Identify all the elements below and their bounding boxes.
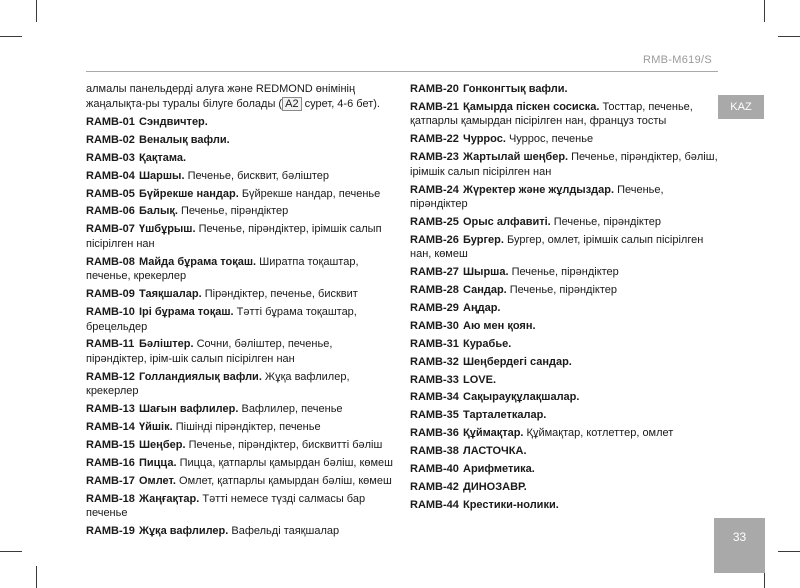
accessory-name: Ірі бұрама тоқаш. xyxy=(139,306,234,319)
accessory-entry xyxy=(86,524,396,539)
accessory-name: Шеңбер. xyxy=(139,438,186,451)
accessory-name: Шырша. xyxy=(463,266,509,279)
accessory-description: Пірәндіктер, печенье, бисквит xyxy=(201,288,358,301)
intro-text-after: сурет, 4-6 бет). xyxy=(301,97,380,110)
crop-mark xyxy=(36,0,37,22)
accessory-name: Бургер. xyxy=(463,233,504,246)
accessory-code: RAMB-29 xyxy=(410,302,459,315)
model-code: RMB-M619/S xyxy=(642,54,712,66)
accessory-code: RAMB-25 xyxy=(410,215,459,228)
accessory-code: RAMB-18 xyxy=(86,492,135,505)
accessory-entry xyxy=(410,444,720,459)
accessory-description: Вафельді таяқшалар xyxy=(228,525,340,538)
accessory-name: Сақырауқұлақшалар. xyxy=(463,391,580,404)
accessory-code: RAMB-38 xyxy=(410,445,459,458)
accessory-entry xyxy=(410,462,720,477)
intro-paragraph xyxy=(86,82,396,111)
accessory-code: RAMB-07 xyxy=(86,223,135,236)
accessory-entry xyxy=(410,265,720,280)
crop-mark xyxy=(764,0,765,22)
crop-mark xyxy=(36,566,37,588)
language-tab: KAZ xyxy=(718,95,764,119)
accessory-description: Жұқа вафлилер, крекерлер xyxy=(86,370,350,398)
accessory-code: RAMB-16 xyxy=(86,456,135,469)
accessory-description: Ширатпа тоқаштар, печенье, крекерлер xyxy=(86,255,359,283)
accessory-code: RAMB-31 xyxy=(410,337,459,350)
accessory-code: RAMB-09 xyxy=(86,288,135,301)
accessory-code: RAMB-42 xyxy=(410,480,459,493)
accessory-name: Аңдар. xyxy=(463,302,501,315)
page-number: 33 xyxy=(732,530,747,544)
accessory-code: RAMB-30 xyxy=(410,319,459,332)
accessory-entry xyxy=(410,100,720,129)
accessory-name: Үйшік. xyxy=(139,421,173,434)
accessory-name: Үшбұрыш. xyxy=(139,223,196,236)
accessory-entry xyxy=(410,150,720,179)
accessory-entry xyxy=(410,355,720,370)
accessory-name: Арифметика. xyxy=(463,463,535,476)
accessory-code: RAMB-12 xyxy=(86,370,135,383)
accessory-description: Печенье, пірәндіктер xyxy=(550,215,661,228)
page-number-box xyxy=(714,518,765,573)
accessory-description: Омлет, қатпарлы қамырдан бәліш, көмеш xyxy=(176,474,392,487)
accessory-code: RAMB-34 xyxy=(410,391,459,404)
accessory-entry xyxy=(410,132,720,147)
accessory-description: Сочни, бәліштер, печенье, пірәндіктер, ірім-шік салып пісірілген нан xyxy=(86,338,333,365)
accessory-description: Бүйрекше нандар, печенье xyxy=(238,187,381,200)
accessory-entry xyxy=(86,169,396,184)
accessory-entry xyxy=(410,82,720,97)
accessory-description: Печенье, бисквит, бәліштер xyxy=(184,169,330,182)
crop-mark xyxy=(0,551,22,552)
accessory-name: Жүректер және жұлдыздар. xyxy=(463,183,615,196)
header-divider xyxy=(86,71,718,72)
accessory-code: RAMB-03 xyxy=(86,151,135,164)
accessory-description: Бургер, омлет, ірімшік салып пісірілген нан, көмеш xyxy=(410,233,704,261)
accessory-name: Чуррос. xyxy=(463,133,506,146)
accessory-name: Қақтама. xyxy=(139,151,187,164)
accessory-code: RAMB-22 xyxy=(410,133,459,146)
accessory-name: Бүйрекше нандар. xyxy=(139,187,239,200)
accessory-code: RAMB-17 xyxy=(86,474,135,487)
figure-reference: A2 xyxy=(282,97,301,111)
accessory-code: RAMB-44 xyxy=(410,498,459,511)
accessory-entry xyxy=(86,456,396,471)
accessory-code: RAMB-33 xyxy=(410,373,459,386)
intro-text-before: алмалы панельдерді алуға және REDMOND өнімінің жаңалықта-ры туралы білуге болады ( xyxy=(86,83,356,110)
accessory-entry xyxy=(410,498,720,513)
accessory-code: RAMB-40 xyxy=(410,463,459,476)
accessory-name: LOVE. xyxy=(463,373,497,386)
accessory-description: Тәтті немесе түзді салмасы бар печенье xyxy=(86,492,366,520)
accessory-code: RAMB-01 xyxy=(86,116,135,128)
accessory-name: Таяқшалар. xyxy=(139,288,202,301)
accessory-code: RAMB-23 xyxy=(410,151,459,164)
accessory-entry xyxy=(410,183,720,212)
accessory-description: Печенье, пірәндіктер, бисквитті бәліш xyxy=(185,438,383,451)
accessory-description: Печенье, пірәндіктер xyxy=(508,266,619,279)
accessory-name: Бәліштер. xyxy=(139,338,194,351)
accessory-code: RAMB-11 xyxy=(86,338,135,351)
accessory-description: Печенье, пірәндіктер xyxy=(506,284,617,297)
accessory-name: ДИНОЗАВР. xyxy=(463,480,527,493)
crop-mark xyxy=(778,551,800,552)
accessory-list-left xyxy=(86,115,396,539)
accessory-code: RAMB-36 xyxy=(410,427,459,440)
accessory-entry xyxy=(86,204,396,219)
accessory-description: Чуррос, печенье xyxy=(505,133,594,146)
accessory-code: RAMB-08 xyxy=(86,255,135,268)
accessory-entry xyxy=(410,233,720,262)
accessory-description: Печенье, пірәндіктер xyxy=(410,183,664,211)
accessory-description: Печенье, пірәндіктер, бәліш, ірімшік салып пісірілген нан xyxy=(410,151,718,178)
accessory-description: Печенье, пірәндіктер xyxy=(177,205,289,218)
accessory-description: Құймақтар, котлеттер, омлет xyxy=(523,427,674,440)
crop-mark xyxy=(778,36,800,37)
accessory-entry xyxy=(86,255,396,284)
accessory-entry xyxy=(86,438,396,453)
accessory-entry xyxy=(86,420,396,435)
accessory-name: Омлет. xyxy=(139,474,176,487)
accessory-name: Шағын вафлилер. xyxy=(139,403,239,416)
accessory-name: Құймақтар. xyxy=(463,427,524,440)
accessory-code: RAMB-24 xyxy=(410,183,459,196)
accessory-description: Тәтті бұрама тоқаштар, брецельдер xyxy=(86,306,357,333)
accessory-code: RAMB-20 xyxy=(410,83,459,95)
accessory-code: RAMB-28 xyxy=(410,284,459,297)
accessory-name: Шеңбердегі сандар. xyxy=(463,355,572,368)
accessory-name: Тарталеткалар. xyxy=(463,409,547,422)
accessory-code: RAMB-32 xyxy=(410,355,459,368)
accessory-entry xyxy=(410,426,720,441)
accessory-entry xyxy=(86,222,396,251)
accessory-entry xyxy=(86,305,396,334)
accessory-list-right xyxy=(410,82,720,512)
accessory-description: Пішінді пірәндіктер, печенье xyxy=(172,421,321,434)
accessory-description: Пицца, қатпарлы қамырдан бәліш, көмеш xyxy=(176,456,393,469)
accessory-name: Орыс алфавиті. xyxy=(463,215,551,228)
accessory-name: Майда бұрама тоқаш. xyxy=(139,255,257,268)
accessory-entry xyxy=(86,492,396,521)
accessory-description: Печенье, пірәндіктер, ірімшік салып пісірілген нан xyxy=(86,223,382,250)
accessory-entry xyxy=(86,474,396,489)
accessory-name: Қамырда піскен сосиска. xyxy=(463,100,600,113)
accessory-entry xyxy=(86,187,396,202)
accessory-name: Веналық вафли. xyxy=(139,133,230,146)
accessory-entry xyxy=(410,337,720,352)
accessory-entry xyxy=(410,373,720,388)
accessory-name: ЛАСТОЧКА. xyxy=(463,445,527,458)
left-column xyxy=(86,82,396,542)
accessory-entry xyxy=(86,287,396,302)
accessory-code: RAMB-13 xyxy=(86,403,135,416)
accessory-name: Балық. xyxy=(139,205,178,218)
accessory-code: RAMB-10 xyxy=(86,306,135,319)
accessory-name: Сэндвичтер. xyxy=(139,116,208,128)
accessory-description: Тосттар, печенье, қатпарлы қамырдан пісірілген нан, француз тосты xyxy=(410,100,693,128)
accessory-entry xyxy=(410,480,720,495)
accessory-name: Сандар. xyxy=(463,284,507,297)
accessory-entry xyxy=(86,115,396,130)
accessory-code: RAMB-06 xyxy=(86,205,135,218)
accessory-code: RAMB-26 xyxy=(410,233,459,246)
accessory-code: RAMB-05 xyxy=(86,187,135,200)
accessory-entry xyxy=(410,390,720,405)
accessory-name: Жартылай шеңбер. xyxy=(463,151,569,164)
accessory-name: Жаңғақтар. xyxy=(139,492,200,505)
accessory-entry xyxy=(86,370,396,399)
accessory-entry xyxy=(410,301,720,316)
accessory-name: Пицца. xyxy=(139,456,177,469)
accessory-code: RAMB-02 xyxy=(86,133,135,146)
accessory-entry xyxy=(410,408,720,423)
accessory-entry xyxy=(410,215,720,230)
accessory-code: RAMB-04 xyxy=(86,169,135,182)
accessory-code: RAMB-21 xyxy=(410,100,459,113)
accessory-code: RAMB-19 xyxy=(86,525,135,538)
accessory-entry xyxy=(86,133,396,148)
accessory-code: RAMB-35 xyxy=(410,409,459,422)
accessory-entry xyxy=(86,337,396,366)
accessory-name: Гонконгтық вафли. xyxy=(463,83,568,95)
accessory-entry xyxy=(86,402,396,417)
accessory-code: RAMB-14 xyxy=(86,421,135,434)
accessory-name: Жұқа вафлилер. xyxy=(139,525,229,538)
crop-mark xyxy=(0,36,22,37)
accessory-entry xyxy=(410,283,720,298)
accessory-code: RAMB-27 xyxy=(410,266,459,279)
accessory-name: Курабье. xyxy=(463,337,512,350)
accessory-name: Аю мен қоян. xyxy=(463,319,536,332)
right-column xyxy=(410,82,720,516)
accessory-name: Крестики-нолики. xyxy=(463,498,559,511)
accessory-description: Вафлилер, печенье xyxy=(238,403,343,416)
accessory-name: Голландиялық вафли. xyxy=(139,370,262,383)
accessory-entry xyxy=(410,319,720,334)
accessory-entry xyxy=(86,151,396,166)
accessory-name: Шаршы. xyxy=(139,169,185,182)
accessory-code: RAMB-15 xyxy=(86,438,135,451)
